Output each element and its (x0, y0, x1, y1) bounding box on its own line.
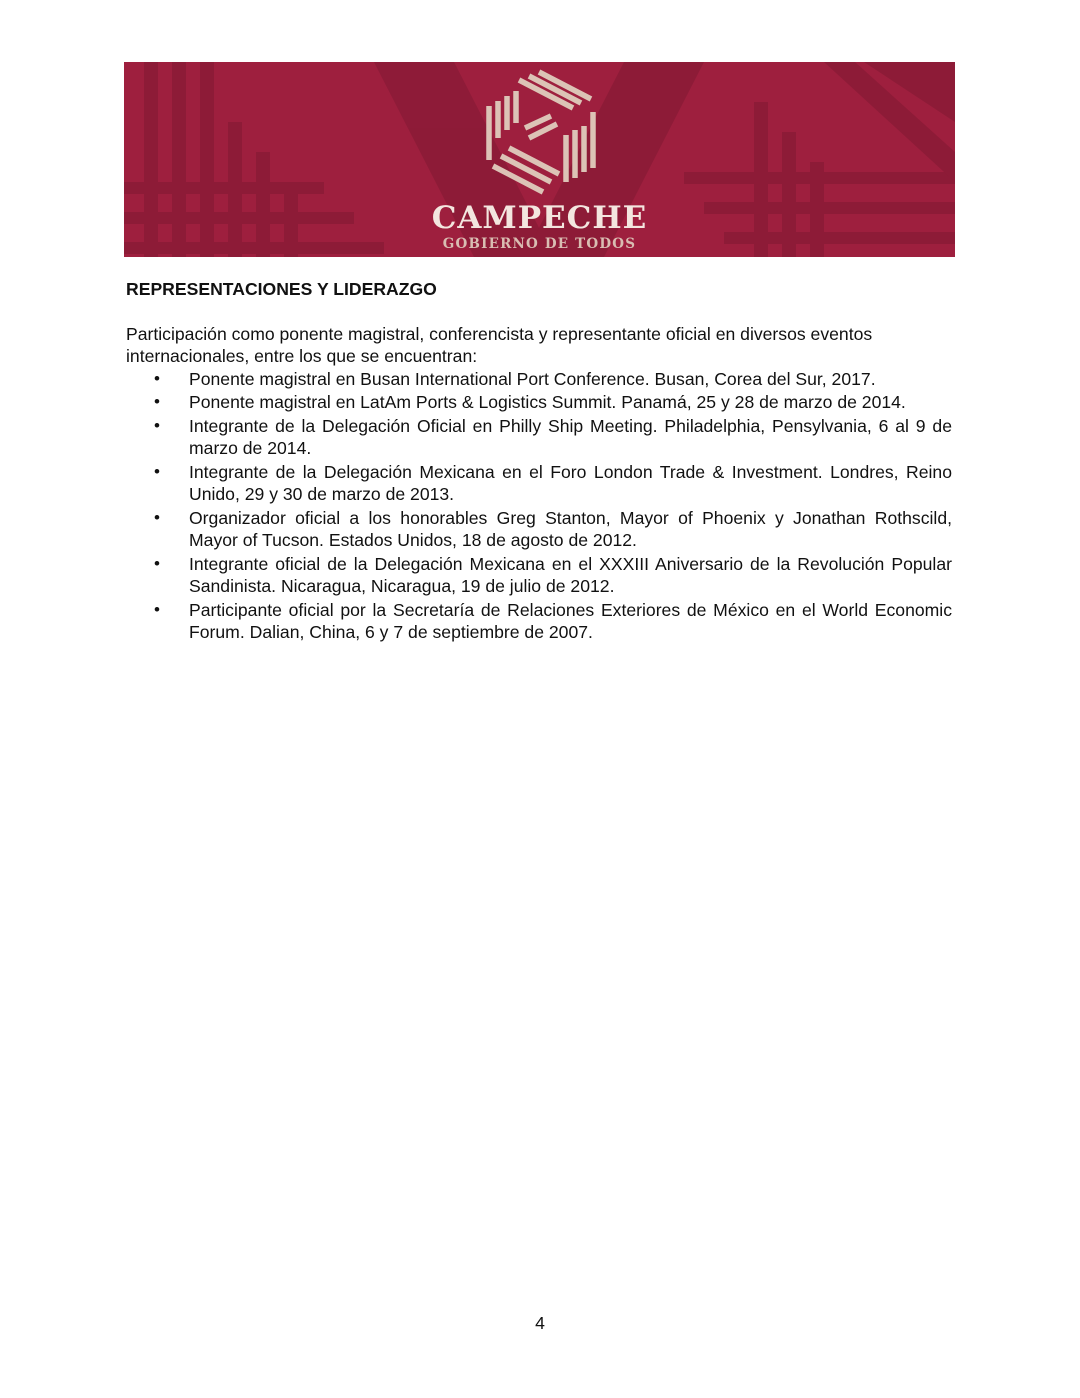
page-number: 4 (535, 1313, 545, 1333)
list-item-text: Participante oficial por la Secretaría de Relaciones Exteriores de México en el World Economic Forum. Dalian, China, 6 y 7 de septiembre de 2007. (189, 599, 952, 642)
section-heading: REPRESENTACIONES Y LIDERAZGO (126, 279, 437, 299)
list-item (126, 507, 952, 552)
campeche-logo (481, 68, 601, 198)
bullet-icon: • (154, 553, 160, 573)
list-item (126, 599, 952, 644)
bullet-icon: • (154, 507, 160, 527)
bullet-icon: • (154, 415, 160, 435)
list-item-text: Ponente magistral en Busan International Port Conference. Busan, Corea del Sur, 2017. (189, 368, 876, 389)
list-item (126, 368, 952, 391)
bullet-icon: • (154, 392, 160, 411)
list-item-text: Integrante de la Delegación Oficial en Philly Ship Meeting. Philadelphia, Pensylvania, 6 al 9 de marzo de 2014. (189, 415, 952, 458)
document-body (126, 278, 952, 645)
list-item-text: Integrante oficial de la Delegación Mexicana en el XXXIII Aniversario de la Revolución Popular Sandinista. Nicaragua, Nicaragua, 19 de julio de 2012. (189, 553, 952, 596)
list-item (126, 553, 952, 598)
header-banner (124, 62, 955, 257)
event-list (126, 368, 952, 644)
list-item-text: Organizador oficial a los honorables Greg Stanton, Mayor of Phoenix y Jonathan Rothscild, Mayor of Tucson. Estados Unidos, 18 de agosto de 2012. (189, 507, 952, 550)
bullet-icon: • (154, 461, 160, 481)
list-item (126, 415, 952, 460)
list-item (126, 391, 952, 414)
bullet-icon: • (154, 599, 160, 619)
intro-paragraph: Participación como ponente magistral, conferencista y representante oficial en diversos eventos internacionales, entre los que se encuentran: (126, 323, 873, 366)
list-item-text: Integrante de la Delegación Mexicana en el Foro London Trade & Investment. Londres, Reino Unido, 29 y 30 de marzo de 2013. (189, 461, 952, 504)
brand-tagline: GOBIERNO DE TODOS (442, 236, 637, 252)
list-item-text: Ponente magistral en LatAm Ports & Logistics Summit. Panamá, 25 y 28 de marzo de 2014. (189, 392, 906, 412)
list-item (126, 461, 952, 506)
brand-name: CAMPECHE (431, 200, 648, 236)
bullet-icon: • (154, 368, 160, 388)
